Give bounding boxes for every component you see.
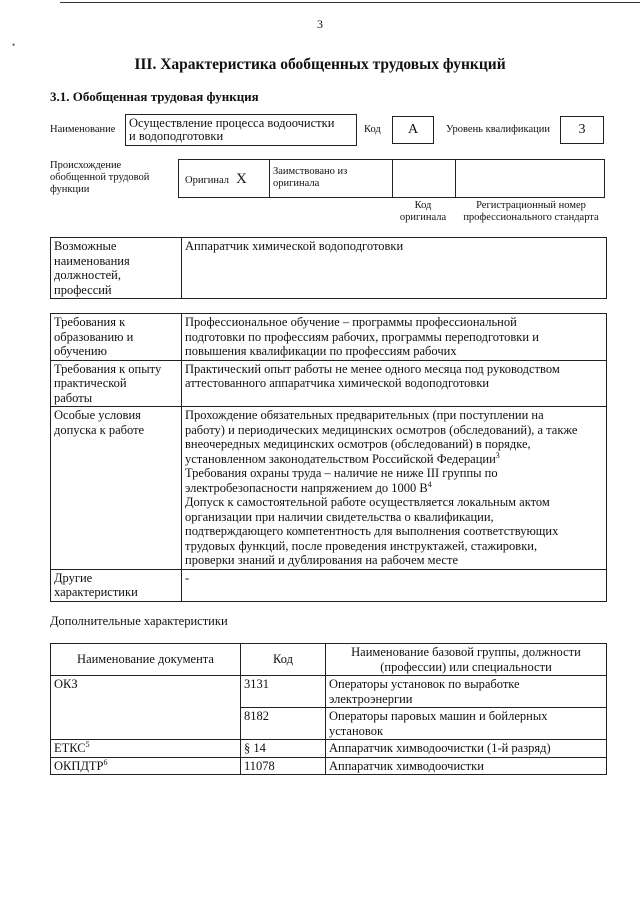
req-line — [185, 452, 603, 467]
reg-caption-line: Регистрационный номер — [476, 200, 586, 211]
cell-name-line: Операторы паровых машин и бойлерных — [329, 709, 548, 723]
origin-label-line: функции — [50, 184, 90, 195]
borrowed-label-line: оригинала — [273, 178, 320, 189]
req-label-line: допуска к работе — [54, 422, 145, 437]
req-line: проверки знаний и дублирования на рабочем месте — [185, 553, 458, 567]
req-line-text: установленном законодательством Российской Федерации — [185, 451, 496, 466]
positions-label-line: Возможные — [54, 239, 117, 253]
cell-doc — [51, 757, 241, 775]
header-name-line: (профессии) или специальности — [380, 659, 552, 674]
origin-label-line: обобщенной трудовой — [50, 172, 150, 183]
footnote-ref: 5 — [85, 739, 90, 749]
cell-code: 3131 — [241, 676, 326, 708]
positions-label-line: наименования — [54, 253, 130, 268]
cell-name — [326, 708, 607, 740]
req-line: организации при наличии свидетельства о квалификации, — [185, 509, 494, 524]
cell-code: 11078 — [241, 757, 326, 775]
req-label-line: Особые условия — [54, 408, 141, 422]
top-rule — [60, 2, 640, 3]
original-label: Оригинал — [185, 175, 229, 186]
table-row — [51, 740, 607, 758]
borrowed-label-line: Заимствовано из — [273, 166, 348, 177]
additional-table — [50, 643, 607, 775]
reg-caption-line: профессионального стандарта — [463, 212, 599, 223]
table-row — [51, 676, 607, 708]
requirements-table — [50, 313, 607, 602]
req-line: аттестованного аппаратчика химической водоподготовки — [185, 376, 490, 390]
footnote-ref: 4 — [427, 479, 432, 489]
cell-name — [326, 676, 607, 708]
positions-label-cell — [51, 238, 182, 299]
positions-label-line: профессий — [54, 282, 112, 297]
cell-name-line: электроэнергии — [329, 691, 413, 706]
cell-doc — [51, 740, 241, 758]
req-value-cell — [182, 314, 607, 361]
gtf-qual-label: Уровень квалификации — [446, 124, 551, 135]
table-row — [51, 238, 607, 299]
cell-name: Аппаратчик химводоочистки (1-й разряд) — [326, 740, 607, 758]
req-value-cell — [182, 360, 607, 407]
footnote-ref: 6 — [103, 757, 108, 767]
req-line: Требования охраны труда – наличие не ниже III группы по — [185, 466, 498, 480]
req-line: повышения квалификации по профессиям рабочих — [185, 344, 457, 358]
cell-doc-text: ЕТКС — [54, 741, 86, 755]
table-row — [51, 569, 607, 601]
req-line: Допуск к самостоятельной работе осуществляется локальным актом — [185, 495, 550, 509]
req-label-cell — [51, 569, 182, 601]
req-value-cell — [182, 407, 607, 570]
req-value-cell — [182, 569, 607, 601]
original-mark: X — [236, 171, 247, 187]
reg-number-caption — [454, 200, 608, 224]
origin-label-line: Происхождение — [50, 160, 122, 171]
header-name-line: Наименование базовой группы, должности — [351, 645, 581, 659]
cell-name-line: Операторы установок по выработке — [329, 677, 520, 691]
gtf-name-line: и водоподготовки — [129, 129, 224, 143]
positions-table — [50, 237, 607, 299]
gtf-qual-box: 3 — [560, 116, 604, 144]
origin-label — [50, 160, 149, 196]
table-row — [51, 644, 607, 676]
gtf-name-label: Наименование — [50, 124, 116, 135]
req-label-line: образованию и — [54, 329, 134, 344]
header-doc: Наименование документа — [51, 644, 241, 676]
req-line: - — [185, 570, 190, 585]
origin-code-caption-line: оригинала — [399, 212, 447, 223]
req-label-line: работы — [54, 390, 93, 405]
margin-mark: • — [12, 40, 16, 50]
header-name — [326, 644, 607, 676]
req-label-line: обучению — [54, 344, 107, 358]
page-number: 3 — [317, 17, 323, 31]
footnote-ref: 3 — [495, 450, 500, 460]
subsection-title: 3.1. Обобщенная трудовая функция — [50, 89, 259, 104]
origin-original-cell — [179, 160, 270, 197]
gtf-name-line: Осуществление процесса водоочистки — [129, 116, 335, 130]
origin-box — [178, 159, 605, 198]
req-label-cell — [51, 314, 182, 361]
req-label-line: практической — [54, 376, 127, 390]
origin-code-caption-line: Код — [414, 200, 432, 211]
gtf-code-label: Код — [364, 124, 381, 135]
origin-code-cell — [392, 160, 456, 197]
req-label-line: Требования к — [54, 315, 126, 329]
additional-title: Дополнительные характеристики — [50, 614, 228, 628]
positions-value-cell: Аппаратчик химической водоподготовки — [182, 238, 607, 299]
table-row — [51, 407, 607, 570]
section-title: III. Характеристика обобщенных трудовых функций — [134, 56, 506, 73]
req-line: внеочередных медицинских осмотров (обследований) в порядке, — [185, 437, 531, 451]
cell-doc-text: ОКПДТР — [54, 758, 104, 773]
req-line: подтверждающего компетентность для выполнения соответствующих — [185, 524, 559, 538]
header-code: Код — [241, 644, 326, 676]
req-line: Прохождение обязательных предварительных (при поступлении на — [185, 408, 544, 422]
gtf-name-box — [125, 114, 357, 146]
req-line-text: электробезопасности напряжением до 1000 В — [185, 480, 428, 495]
req-label-cell — [51, 360, 182, 407]
table-row — [51, 314, 607, 361]
req-line: подготовки по профессиям рабочих, программы переподготовки и — [185, 329, 539, 344]
req-line: работу) и периодических медицинских осмотров (обследований), а также — [185, 422, 578, 437]
borrowed-label — [273, 166, 347, 190]
req-line — [185, 481, 603, 496]
table-row — [51, 757, 607, 775]
origin-code-caption — [392, 200, 454, 224]
gtf-code-box: A — [392, 116, 434, 144]
req-line: Профессиональное обучение – программы профессиональной — [185, 315, 517, 329]
cell-code: § 14 — [241, 740, 326, 758]
req-line: трудовых функций, после проведения инструктажей, стажировки, — [185, 538, 538, 553]
req-label-cell — [51, 407, 182, 570]
cell-name-line: установок — [329, 723, 384, 738]
cell-doc: ОКЗ — [51, 676, 241, 740]
table-row — [51, 360, 607, 407]
positions-label-line: должностей, — [54, 268, 121, 282]
req-line: Практический опыт работы не менее одного месяца под руководством — [185, 361, 560, 376]
req-label-line: Другие — [54, 570, 93, 585]
cell-name: Аппаратчик химводоочистки — [326, 757, 607, 775]
req-label-line: характеристики — [54, 585, 138, 599]
req-label-line: Требования к опыту — [54, 361, 162, 376]
cell-code: 8182 — [241, 708, 326, 740]
